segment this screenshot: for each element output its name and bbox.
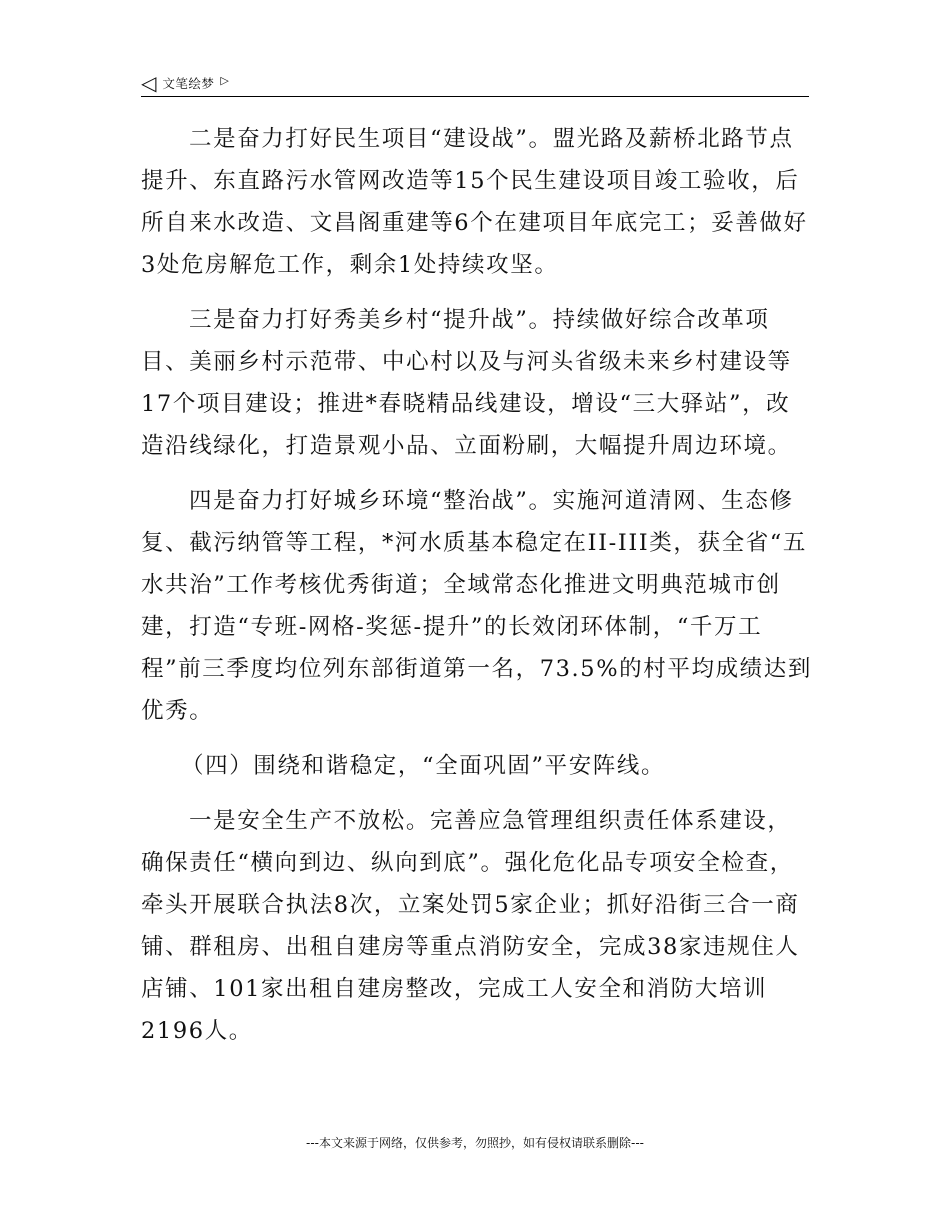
paragraph-rural-upgrade: 三是奋力打好秀美乡村“提升战”。持续做好综合改革项目、美丽乡村示范带、中心村以及与河头省级未来乡村建设等17个项目建设；推进*春晓精品线建设，增设“三大驿站”，改造沿线绿化，打造景观小品、立面粉刷，大幅提升周边环境。 — [141, 307, 792, 459]
left-triangle-icon: ◁ — [141, 71, 157, 95]
paragraph-safety: 一是安全生产不放松。完善应急管理组织责任体系建设，确保责任“横向到边、纵向到底”。强化危化品专项安全检查，牵头开展联合执法8次，立案处罚5家企业；抓好沿街三合一商铺、群租房、出租自建房等重点消防安全，完成38家违规住人店铺、101家出租自建房整改，完成工人安全和消防大培训2196人。 — [141, 808, 800, 1044]
header-brand: 文笔绘梦 — [162, 76, 215, 91]
document-body — [141, 118, 813, 1065]
paragraph-environment: 四是奋力打好城乡环境“整治战”。实施河道清网、生态修复、截污纳管等工程，*河水质基本稳定在II-III类，获全省“五水共治”工作考核优秀街道；全域常态化推进文明典范城市创建，打造“专班-网格-奖惩-提升”的长效闭环体制，“千万工程”前三季度均位列东部街道第一名，73.5%的村平均成绩达到优秀。 — [141, 488, 812, 724]
page-header — [141, 70, 809, 97]
paragraph-construction: 二是奋力打好民生项目“建设战”。盟光路及薪桥北路节点提升、东直路污水管网改造等15个民生建设项目竣工验收，后所自来水改造、文昌阁重建等6个在建项目年底完工；妥善做好3处危房解危工作，剩余1处持续攻坚。 — [141, 126, 808, 278]
section-heading: （四）围绕和谐稳定，“全面巩固”平安阵线。 — [181, 753, 666, 779]
page-footer-disclaimer: ---本文来源于网络，仅供参考，勿照抄，如有侵权请联系删除--- — [306, 1136, 644, 1150]
right-triangle-icon: ▷ — [220, 73, 229, 87]
